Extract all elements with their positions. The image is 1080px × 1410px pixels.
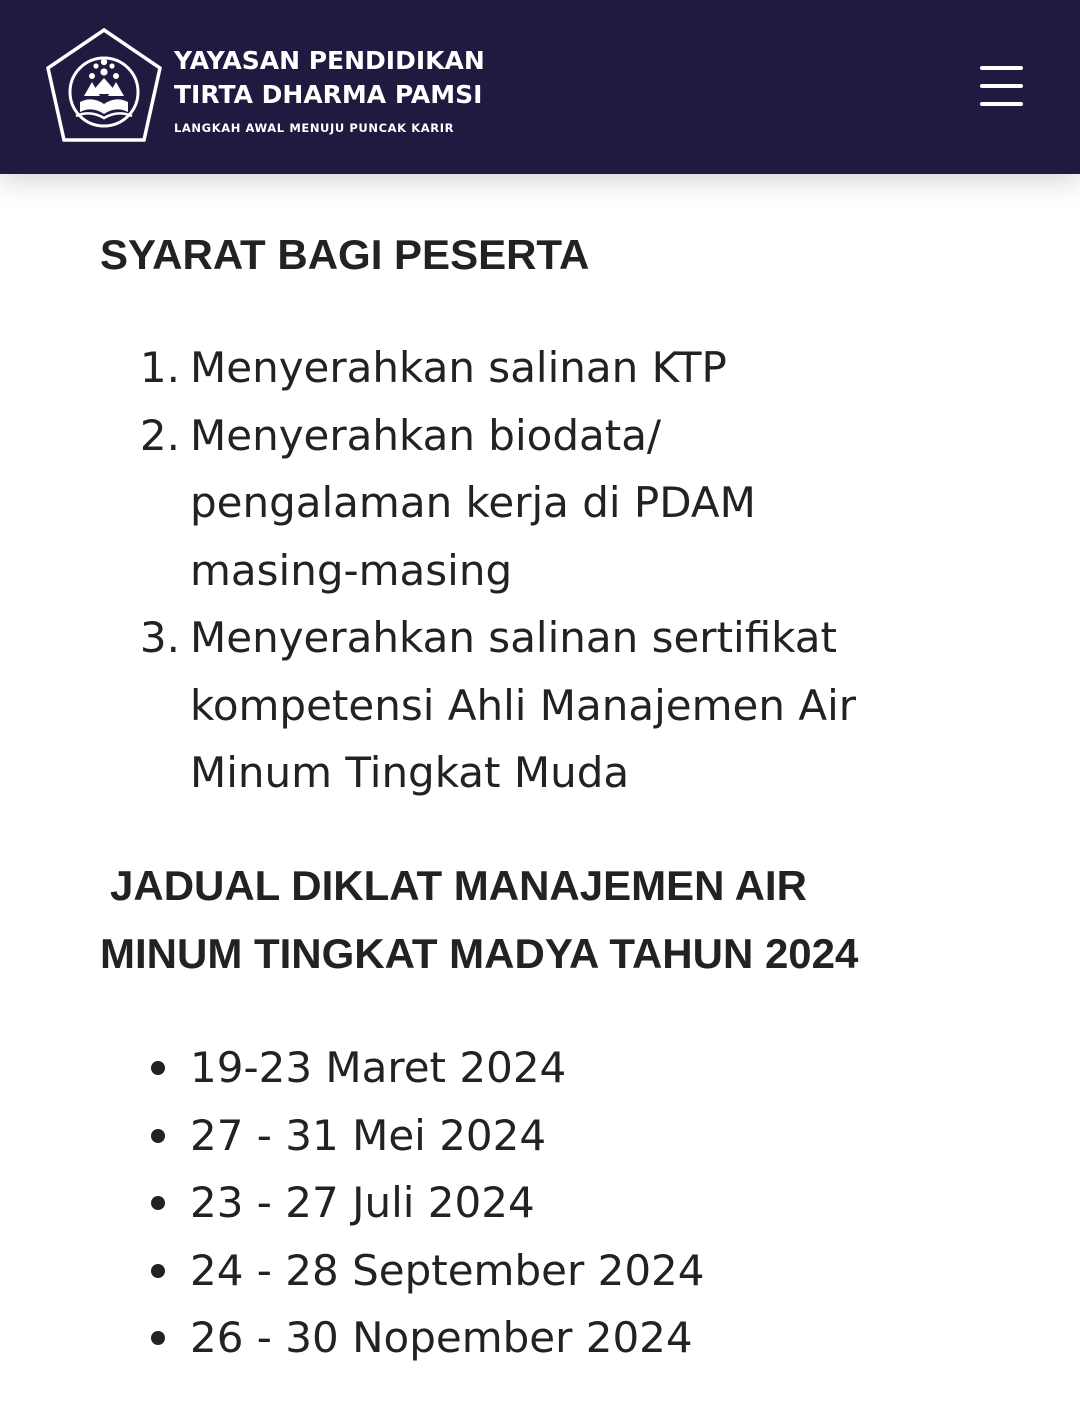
hamburger-menu-button[interactable] xyxy=(970,58,1032,114)
requirement-text: Menyerahkan salinan KTP xyxy=(190,343,727,392)
schedule-date: 19-23 Maret 2024 xyxy=(190,1043,567,1092)
emblem-book-people-icon xyxy=(46,28,162,144)
schedule-title-line2: MINUM TINGKAT MADYA TAHUN 2024 xyxy=(100,930,859,977)
requirement-item xyxy=(0,604,930,807)
requirement-number: 1. xyxy=(139,343,180,392)
requirement-item xyxy=(0,402,930,605)
requirement-text: Menyerahkan biodata/ pengalaman kerja di PDAM masing-masing xyxy=(190,410,756,595)
bullet-icon xyxy=(151,1061,165,1075)
schedule-list xyxy=(0,1034,704,1372)
bullet-icon xyxy=(151,1264,165,1278)
requirement-number: 2. xyxy=(139,410,180,460)
requirement-text: Menyerahkan salinan sertifikat kompetensi Ahli Manajemen Air Minum Tingkat Muda xyxy=(190,613,857,797)
schedule-date: 23 - 27 Juli 2024 xyxy=(190,1178,535,1227)
home-logo-link[interactable] xyxy=(46,28,486,148)
bullet-icon xyxy=(151,1129,165,1143)
bullet-icon xyxy=(151,1331,165,1345)
requirement-item xyxy=(0,334,930,402)
bullet-icon xyxy=(151,1196,165,1210)
schedule-date-item xyxy=(0,1034,704,1102)
schedule-date-item xyxy=(0,1169,704,1237)
schedule-date: 24 - 28 September 2024 xyxy=(190,1245,705,1295)
schedule-date: 26 - 30 Nopember 2024 xyxy=(190,1313,693,1362)
site-header xyxy=(0,0,1080,174)
org-tagline: LANGKAH AWAL MENUJU PUNCAK KARIR xyxy=(174,121,455,135)
requirement-number: 3. xyxy=(139,613,180,662)
schedule-title-line1: JADUAL DIKLAT MANAJEMEN AIR xyxy=(110,862,807,909)
schedule-date-item xyxy=(0,1102,704,1170)
schedule-date-item xyxy=(0,1237,704,1305)
requirements-title: SYARAT BAGI PESERTA xyxy=(100,231,590,278)
org-name-line1: YAYASAN PENDIDIKAN xyxy=(174,46,485,75)
requirements-list xyxy=(0,334,930,807)
brand-text xyxy=(174,44,494,135)
org-name-line2: TIRTA DHARMA PAMSI xyxy=(174,80,483,109)
schedule-date: 27 - 31 Mei 2024 xyxy=(190,1110,547,1160)
schedule-date-item xyxy=(0,1304,704,1372)
